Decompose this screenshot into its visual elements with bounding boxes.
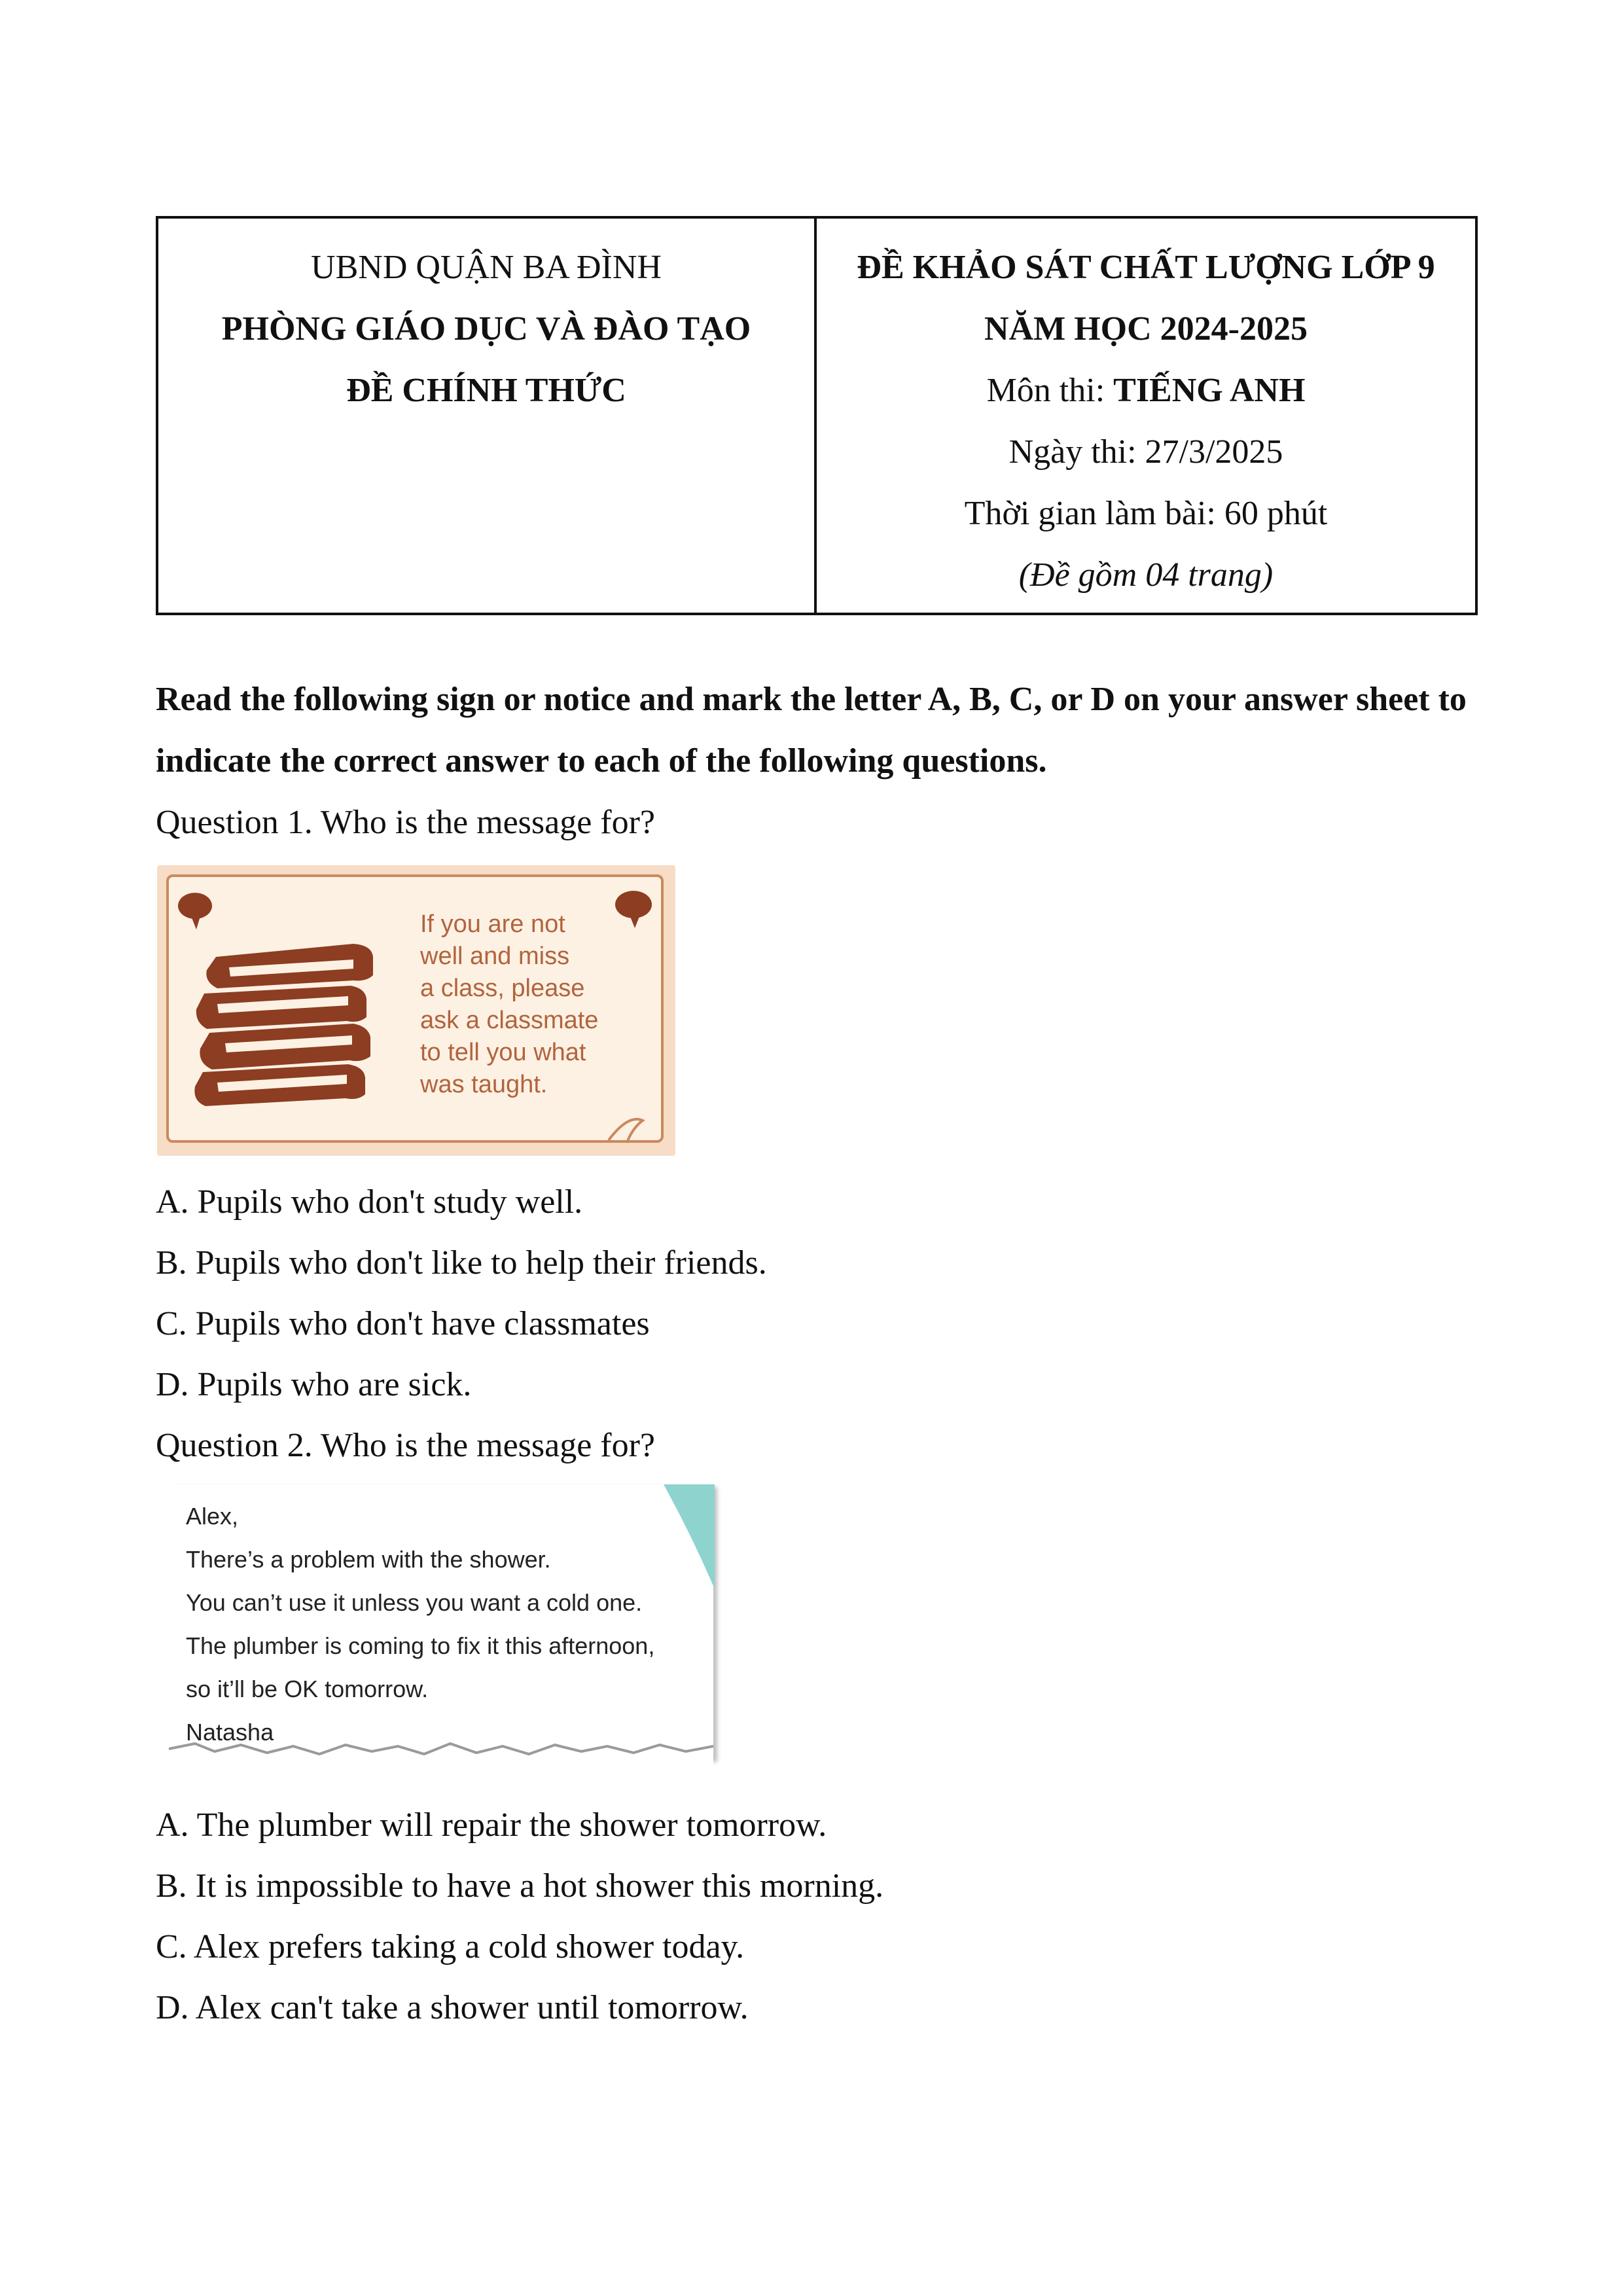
notice-text: If you are not well and miss a class, please ask a classmate to tell you what was taught. [420, 910, 599, 1098]
header-right-column [817, 219, 1475, 613]
q2-option-d: D. Alex can't take a shower until tomorrow. [156, 1989, 749, 2026]
question-2-note-image [169, 1484, 728, 1770]
page-curl-icon [609, 1119, 643, 1143]
q2-option-a: A. The plumber will repair the shower tomorrow. [156, 1806, 827, 1844]
exam-duration: Thời gian làm bài: 60 phút [964, 495, 1328, 532]
page-count: (Đề gồm 04 trang) [1018, 556, 1274, 594]
exam-date: Ngày thi: 27/3/2025 [1008, 433, 1283, 471]
subject-value: TIẾNG ANH [1113, 372, 1306, 409]
department-name: PHÒNG GIÁO DỤC VÀ ĐÀO TẠO [221, 310, 751, 348]
q1-option-b: B. Pupils who don't like to help their friends. [156, 1244, 767, 1282]
q2-option-c: C. Alex prefers taking a cold shower today. [156, 1928, 745, 1965]
exam-title: ĐỀ KHẢO SÁT CHẤT LƯỢNG LỚP 9 [857, 249, 1435, 286]
note-text: Alex, There’s a problem with the shower. You can’t use it unless you want a cold one. The plumber is coming to fix it this afternoon, so it’ll be OK tomorrow. Natasha [186, 1503, 655, 1746]
q2-option-b: B. It is impossible to have a hot shower this morning. [156, 1867, 884, 1905]
speech-bubble-icon [178, 893, 212, 929]
school-year: NĂM HỌC 2024-2025 [984, 310, 1308, 348]
official-label: ĐỀ CHÍNH THỨC [346, 372, 626, 409]
instruction: Read the following sign or notice and mark the letter A, B, C, or D on your answer sheet to indicate the correct answer to each of the following questions. [156, 681, 1467, 780]
district-name: UBND QUẬN BA ĐÌNH [311, 249, 662, 286]
header-left-column [158, 219, 817, 613]
subject-label: Môn thi: [986, 372, 1114, 409]
subject-line [817, 360, 1475, 422]
q1-option-a: A. Pupils who don't study well. [156, 1183, 583, 1221]
q1-option-d: D. Pupils who are sick. [156, 1366, 472, 1403]
question-2-title: Question 2. Who is the message for? [156, 1427, 655, 1464]
header-table [156, 216, 1478, 615]
folded-corner-icon [664, 1484, 715, 1589]
q1-option-c: C. Pupils who don't have classmates [156, 1305, 650, 1342]
question-1-notice-image [157, 865, 675, 1156]
question-1-title: Question 1. Who is the message for? [156, 804, 655, 841]
